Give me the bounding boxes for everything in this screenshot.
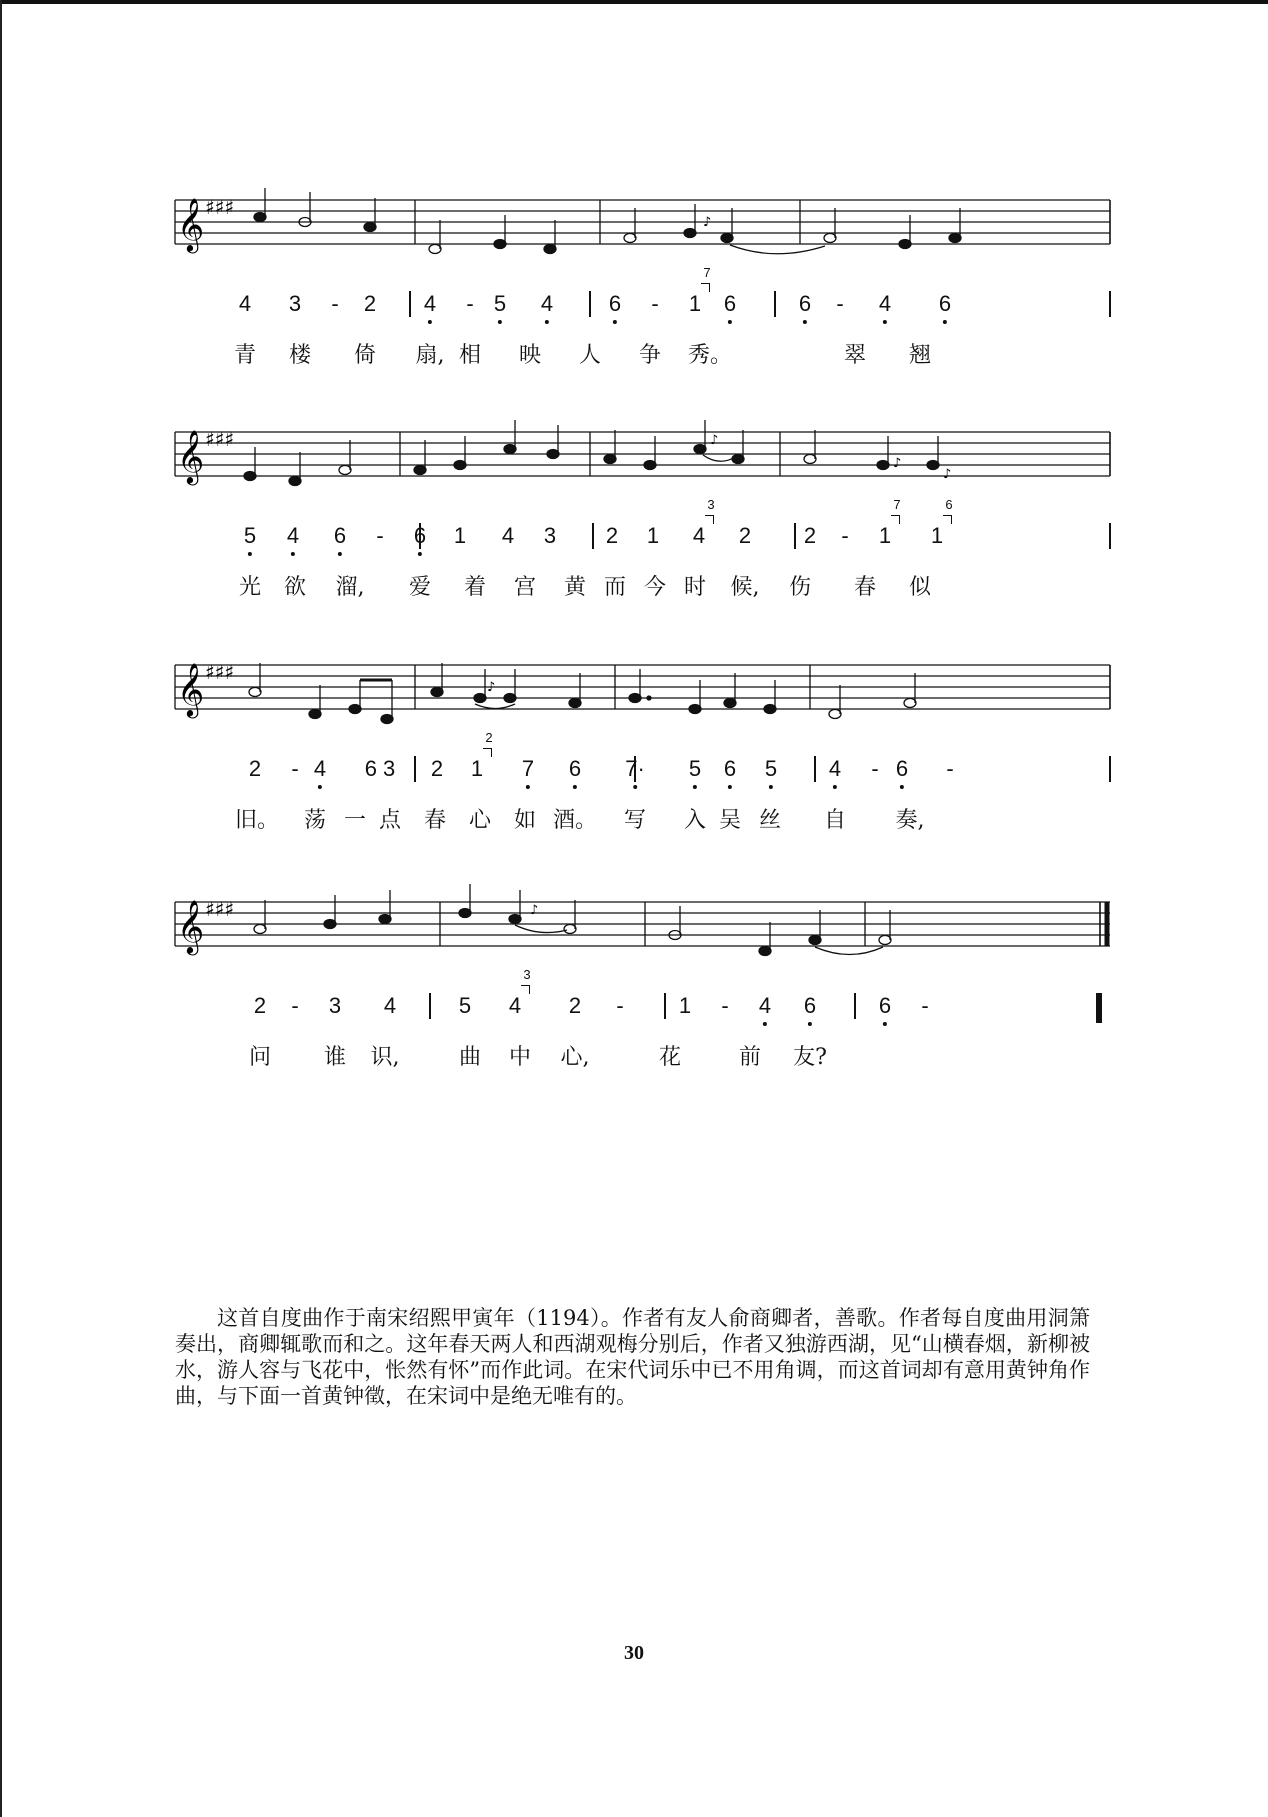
lyric-char: 春 — [423, 808, 447, 833]
jianpu-note: 4 — [540, 291, 554, 316]
lyric-char: 着 — [463, 575, 487, 600]
svg-text:♪: ♪ — [710, 433, 719, 448]
jianpu-note: 4 — [508, 993, 522, 1018]
jianpu-note: 1 — [678, 993, 692, 1018]
lyric-char: 黄 — [563, 575, 587, 600]
lyric-char: 今 — [643, 575, 667, 600]
staff-2 — [175, 422, 1110, 486]
top-border-rule — [0, 0, 1268, 4]
jianpu-barline — [429, 993, 431, 1019]
lyric-char: 吴 — [718, 808, 742, 833]
jianpu-note: 3 — [288, 291, 302, 316]
lyric-char: 候, — [730, 575, 760, 600]
jianpu-barline — [409, 291, 411, 317]
svg-text:♯♯♯: ♯♯♯ — [205, 897, 235, 921]
jianpu-dash: - — [466, 291, 474, 316]
lyric-char: 旧。 — [234, 808, 280, 833]
lyric-char: 如 — [513, 808, 537, 833]
grace-note: 6 — [945, 497, 953, 512]
jianpu-note: 4 — [878, 291, 892, 316]
jianpu-note: 5 — [688, 756, 702, 781]
jianpu-note: 6 — [895, 756, 909, 781]
jianpu-barline — [814, 756, 816, 782]
jianpu-note: 4 — [501, 523, 515, 548]
grace-mark — [521, 985, 530, 994]
commentary-paragraph: 这首自度曲作于南宋绍熙甲寅年（1194）。作者有友人俞商卿者，善歌。作者每自度曲用洞箫奏出，商卿辄歌而和之。这年春天两人和西湖观梅分别后，作者又独游西湖，见“山横春烟，新柳被水，游人容与飞花中，怅然有怀”而作此词。在宋代词乐中已不用角调，而这首词却有意用黄钟角作曲，与下面一首黄钟徵，在宋词中是绝无唯有的。 — [175, 1306, 1090, 1408]
lyric-char: 秀。 — [687, 343, 733, 368]
jianpu-note: 6 — [878, 993, 892, 1018]
jianpu-dash: - — [291, 993, 299, 1018]
jianpu-note: 5 — [243, 523, 257, 548]
jianpu-barline — [664, 993, 666, 1019]
lyric-char: 一 — [343, 808, 367, 833]
jianpu-note: 7· — [625, 756, 645, 781]
lyric-char: 荡 — [303, 808, 327, 833]
grace-mark — [705, 515, 714, 524]
jianpu-note: 6 — [798, 291, 812, 316]
grace-mark — [943, 515, 952, 524]
staff-4 — [175, 892, 1110, 956]
jianpu-note: 2 — [605, 523, 619, 548]
jianpu-dash: - — [331, 291, 339, 316]
jianpu-note: 7 — [521, 756, 535, 781]
jianpu-note: 6 — [723, 756, 737, 781]
grace-mark — [701, 283, 710, 292]
lyric-char: 翘 — [908, 343, 932, 368]
jianpu-note: 1 — [646, 523, 660, 548]
jianpu-barline — [854, 993, 856, 1019]
jianpu-note: 6 3 — [364, 756, 396, 781]
lyric-char: 爱 — [408, 575, 432, 600]
final-barline — [1096, 993, 1102, 1023]
jianpu-dash: - — [291, 756, 299, 781]
svg-text:𝄞: 𝄞 — [177, 899, 205, 953]
staff-1 — [175, 190, 1110, 254]
lyric-char: 青 — [233, 343, 257, 368]
lyric-char: 溜, — [335, 575, 365, 600]
lyric-char: 相 — [458, 343, 482, 368]
lyric-char: 曲 — [458, 1045, 482, 1070]
jianpu-barline — [592, 523, 594, 549]
svg-text:♪: ♪ — [487, 680, 496, 695]
jianpu-barline — [1109, 291, 1111, 317]
svg-text:𝄞: 𝄞 — [177, 662, 205, 716]
lyrics-line-3 — [175, 803, 1110, 837]
svg-text:𝄞: 𝄞 — [177, 429, 205, 483]
lyric-char: 入 — [683, 808, 707, 833]
jianpu-line-1 — [175, 265, 1110, 327]
jianpu-note: 6 — [413, 523, 427, 548]
jianpu-note: 4 — [286, 523, 300, 548]
jianpu-line-2 — [175, 497, 1110, 559]
svg-text:♯♯♯: ♯♯♯ — [205, 195, 235, 219]
lyric-char: 中 — [508, 1045, 532, 1070]
lyric-char: 心 — [468, 808, 492, 833]
jianpu-note: 4 — [423, 291, 437, 316]
lyric-char: 争 — [638, 343, 662, 368]
jianpu-note: 1 — [688, 291, 702, 316]
lyric-char: 似 — [908, 575, 932, 600]
jianpu-note: 4 — [828, 756, 842, 781]
jianpu-note: 4 — [758, 993, 772, 1018]
jianpu-dash: - — [836, 291, 844, 316]
svg-text:♯♯♯: ♯♯♯ — [205, 427, 235, 451]
lyrics-line-1 — [175, 338, 1110, 372]
jianpu-dash: - — [946, 756, 954, 781]
svg-text:♪: ♪ — [893, 456, 902, 471]
jianpu-note: 6 — [723, 291, 737, 316]
lyric-char: 映 — [518, 343, 542, 368]
lyric-char: 人 — [578, 343, 602, 368]
jianpu-dash: - — [921, 993, 929, 1018]
lyric-char: 酒。 — [552, 808, 598, 833]
grace-mark — [891, 515, 900, 524]
lyric-char: 而 — [603, 575, 627, 600]
jianpu-barline — [589, 291, 591, 317]
jianpu-barline — [774, 291, 776, 317]
jianpu-dash: - — [721, 993, 729, 1018]
jianpu-dash: - — [651, 291, 659, 316]
svg-text:♪: ♪ — [530, 903, 539, 918]
jianpu-barline — [414, 756, 416, 782]
lyric-char: 前 — [738, 1045, 762, 1070]
grace-note: 3 — [707, 497, 715, 512]
lyric-char: 时 — [683, 575, 707, 600]
jianpu-dash: - — [871, 756, 879, 781]
jianpu-note: 2 — [363, 291, 377, 316]
lyric-char: 心, — [560, 1045, 590, 1070]
jianpu-note: 1 — [470, 756, 484, 781]
jianpu-note: 6 — [568, 756, 582, 781]
lyric-char: 丝 — [758, 808, 782, 833]
jianpu-note: 4 — [383, 993, 397, 1018]
svg-text:♪: ♪ — [703, 215, 712, 230]
lyrics-line-2 — [175, 570, 1110, 604]
left-border-rule — [0, 0, 2, 1817]
jianpu-note: 2 — [568, 993, 582, 1018]
jianpu-note: 4 — [238, 291, 252, 316]
jianpu-note: 2 — [738, 523, 752, 548]
jianpu-barline — [1109, 756, 1111, 782]
jianpu-note: 4 — [692, 523, 706, 548]
lyrics-line-4 — [175, 1040, 1110, 1074]
lyric-char: 扇, — [415, 343, 445, 368]
lyric-char: 倚 — [353, 343, 377, 368]
jianpu-barline — [794, 523, 796, 549]
lyric-char: 楼 — [288, 343, 312, 368]
lyric-char: 友? — [793, 1045, 827, 1070]
jianpu-note: 3 — [328, 993, 342, 1018]
treble-clef-icon: 𝄞 — [177, 197, 205, 251]
jianpu-note: 1 — [930, 523, 944, 548]
jianpu-note: 5 — [764, 756, 778, 781]
jianpu-note: 2 — [803, 523, 817, 548]
lyric-char: 谁 — [323, 1045, 347, 1070]
lyric-char: 光 — [238, 575, 262, 600]
jianpu-dash: - — [616, 993, 624, 1018]
grace-note: 7 — [893, 497, 901, 512]
svg-text:♯♯♯: ♯♯♯ — [205, 660, 235, 684]
jianpu-barline — [1109, 523, 1111, 549]
jianpu-dash: - — [376, 523, 384, 548]
lyric-char: 奏, — [895, 808, 925, 833]
grace-note: 2 — [485, 730, 493, 745]
jianpu-note: 1 — [878, 523, 892, 548]
lyric-char: 点 — [378, 808, 402, 833]
jianpu-note: 5 — [493, 291, 507, 316]
jianpu-note: 6 — [938, 291, 952, 316]
jianpu-note: 2 — [253, 993, 267, 1018]
jianpu-line-4 — [175, 967, 1110, 1029]
lyric-char: 伤 — [788, 575, 812, 600]
jianpu-note: 4 — [313, 756, 327, 781]
grace-mark — [483, 748, 492, 757]
jianpu-dash: - — [841, 523, 849, 548]
lyric-char: 写 — [623, 808, 647, 833]
jianpu-note: 3 — [543, 523, 557, 548]
staff-3 — [175, 655, 1110, 719]
grace-note: 7 — [703, 265, 711, 280]
jianpu-note: 5 — [458, 993, 472, 1018]
lyric-char: 问 — [248, 1045, 272, 1070]
jianpu-note: 6 — [333, 523, 347, 548]
svg-text:♪: ♪ — [943, 467, 952, 482]
lyric-char: 花 — [658, 1045, 682, 1070]
lyric-char: 翠 — [843, 343, 867, 368]
page-number: 30 — [624, 1642, 644, 1664]
jianpu-line-3 — [175, 730, 1110, 792]
lyric-char: 宫 — [513, 575, 537, 600]
lyric-char: 自 — [823, 808, 847, 833]
jianpu-note: 6 — [803, 993, 817, 1018]
lyric-char: 欲 — [283, 575, 307, 600]
jianpu-note: 6 — [608, 291, 622, 316]
lyric-char: 春 — [853, 575, 877, 600]
jianpu-note: 2 — [430, 756, 444, 781]
lyric-char: 识, — [370, 1045, 400, 1070]
jianpu-note: 1 — [453, 523, 467, 548]
grace-note: 3 — [523, 967, 531, 982]
jianpu-note: 2 — [248, 756, 262, 781]
